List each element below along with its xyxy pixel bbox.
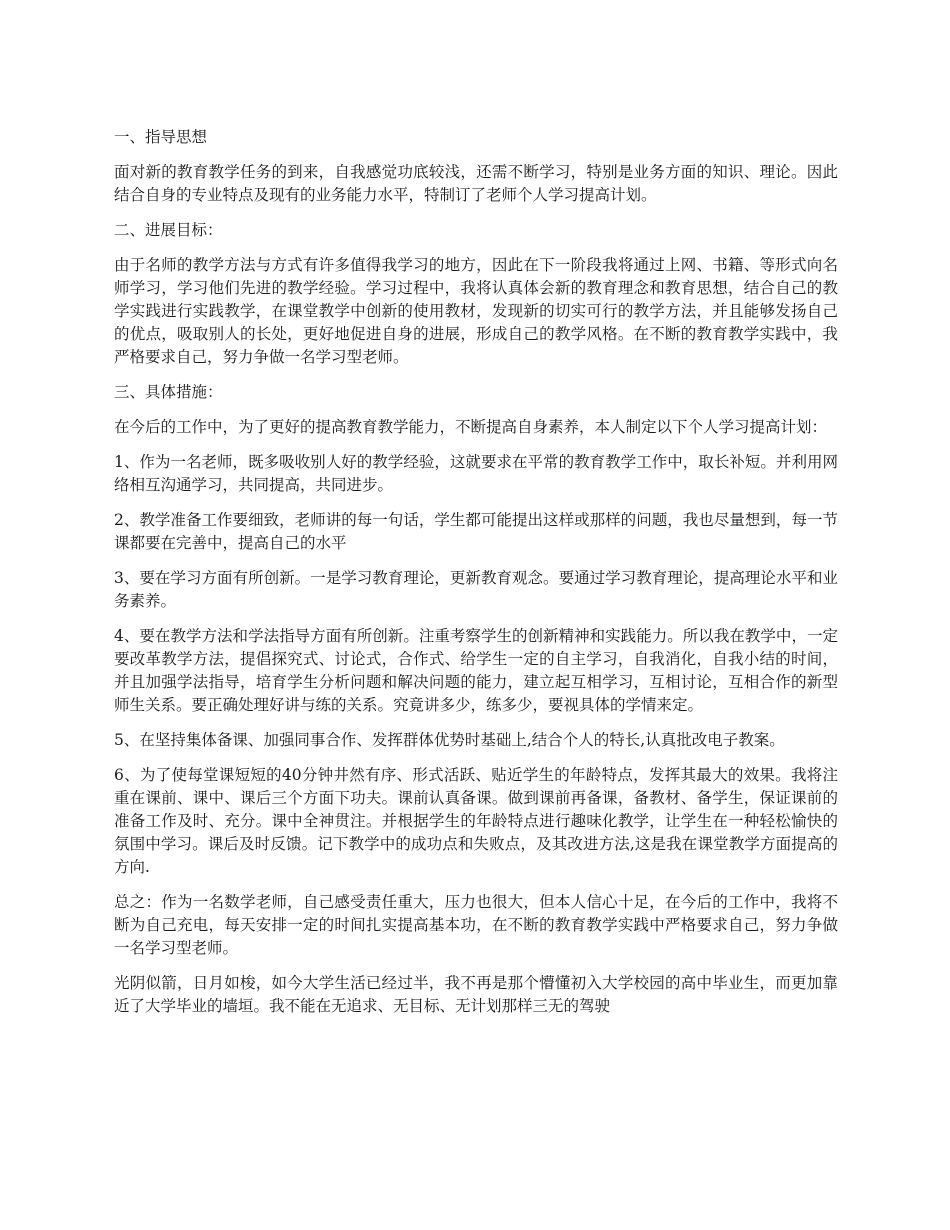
list-item-measure-3: 3、要在学习方面有所创新。一是学习教育理论，更新教育观念。要通过学习教育理论，提高理论水平和业务素养。 [114, 569, 838, 610]
list-item-measure-1: 1、作为一名老师，既多吸收别人好的教学经验，这就要求在平常的教育教学工作中，取长补短。并利用网络相互沟通学习，共同提高，共同进步。 [114, 453, 838, 494]
list-item-measure-4: 4、要在教学方法和学法指导方面有所创新。注重考察学生的创新精神和实践能力。所以我在教学中，一定要改革教学方法，提倡探究式、讨论式，合作式、给学生一定的自主学习，自我消化，自我小结的时间，并且加强学法指导，培育学生分析问题和解决问题的能力，建立起互相学习，互相讨论，互相合作的新型师生关系。要正确处理好讲与练的关系。究竟讲多少，练多少，要视具体的学情来定。 [114, 627, 838, 714]
paragraph-summary: 总之：作为一名数学老师，自己感受责任重大，压力也很大，但本人信心十足，在今后的工作中，我将不断为自己充电，每天安排一定的时间扎实提高基本功，在不断的教育教学实践中严格要求自己，努力争做一名学习型老师。 [114, 893, 838, 957]
list-item-measure-5: 5、在坚持集体备课、加强同事合作、发挥群体优势时基础上,结合个人的特长,认真批改电子教案。 [114, 731, 785, 749]
section-heading-measures: 三、具体措施： [114, 383, 223, 401]
section-heading-goals: 二、进展目标： [114, 221, 223, 239]
list-item-measure-6: 6、为了使每堂课短短的40分钟井然有序、形式活跃、贴近学生的年龄特点，发挥其最大的效果。我将注重在课前、课中、课后三个方面下功夫。课前认真备课。做到课前再备课，备教材、备学生，保证课前的准备工作及时、充分。课中全神贯注。并根据学生的年龄特点进行趣味化教学，让学生在一种轻松愉快的氛围中学习。课后及时反馈。记下教学中的成功点和失败点，及其改进方法,这是我在课堂教学方面提高的方向. [114, 766, 838, 876]
list-item-measure-2: 2、教学准备工作要细致，老师讲的每一句话，学生都可能提出这样或那样的问题，我也尽量想到，每一节课都要在完善中，提高自己的水平 [114, 511, 838, 552]
paragraph-closing: 光阴似箭，日月如梭，如今大学生活已经过半，我不再是那个懵懂初入大学校园的高中毕业生，而更加靠近了大学毕业的墙垣。我不能在无追求、无目标、无计划那样三无的驾驶 [114, 974, 838, 1015]
section-heading-guiding-thought: 一、指导思想 [114, 128, 208, 146]
paragraph-guiding-thought: 面对新的教育教学任务的到来，自我感觉功底较浅，还需不断学习，特别是业务方面的知识、理论。因此结合自身的专业特点及现有的业务能力水平，特制订了老师个人学习提高计划。 [114, 163, 838, 204]
paragraph-measures-intro: 在今后的工作中，为了更好的提高教育教学能力，不断提高自身素养，本人制定以下个人学习提高计划： [114, 418, 828, 436]
paragraph-goals: 由于名师的教学方法与方式有许多值得我学习的地方，因此在下一阶段我将通过上网、书籍、等形式向名师学习，学习他们先进的教学经验。学习过程中，我将认真体会新的教育理念和教育思想，结合自己的教学实践进行实践教学，在课堂教学中创新的使用教材，发现新的切实可行的教学方法，并且能够发扬自己的优点，吸取别人的长处，更好地促进自身的进展，形成自己的教学风格。在不断的教育教学实践中，我严格要求自己，努力争做一名学习型老师。 [114, 256, 838, 366]
document-body [114, 126, 838, 1030]
